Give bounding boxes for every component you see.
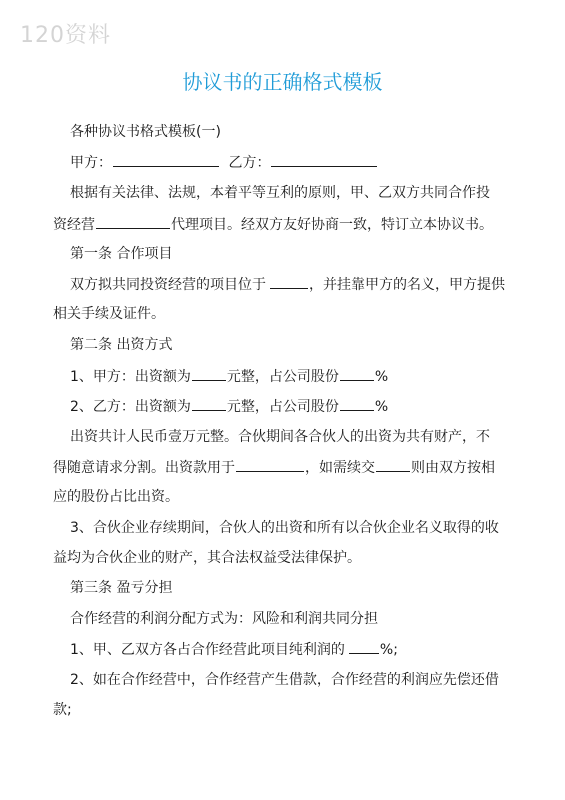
- party-a-label: 甲方：: [70, 155, 112, 171]
- text-fragment: %: [374, 369, 389, 385]
- paragraph-line: 根据有关法律、法规，本着平等互利的原则，甲、乙双方共同合作投: [70, 185, 490, 201]
- paragraph-line: [70, 274, 505, 295]
- article-heading: 第三条 盈亏分担: [70, 580, 173, 596]
- share-blank: [340, 366, 374, 381]
- paragraph-line: 相关手续及证件。: [53, 306, 165, 322]
- party-b-label: 乙方：: [228, 155, 271, 171]
- text-fragment: 2、乙方：出资额为: [70, 399, 191, 415]
- party-a-blank: [113, 152, 219, 167]
- renewal-blank: [376, 457, 410, 472]
- paragraph-line: 益均为合伙企业的财产，其合法权益受法律保护。: [53, 550, 361, 566]
- party-b-blank: [271, 152, 377, 167]
- watermark: 120资料: [20, 23, 111, 48]
- paragraph-line: 应的股份占比出资。: [53, 489, 179, 505]
- text-fragment: 元整，占公司股份: [226, 369, 339, 385]
- text-fragment: 资经营: [53, 217, 95, 233]
- text-fragment: %: [374, 399, 389, 415]
- paragraph-line: [53, 457, 495, 478]
- text-fragment: 双方拟共同投资经营的项目位于: [70, 277, 266, 293]
- paragraph-line: [70, 639, 398, 660]
- usage-blank: [236, 457, 304, 472]
- text-fragment: 1、甲方：出资额为: [70, 369, 191, 385]
- profit-share-blank: [349, 639, 379, 654]
- amount-blank: [192, 366, 226, 381]
- investment-line-a: [70, 366, 388, 387]
- paragraph-line: 2、如在合作经营中，合作经营产生借款，合作经营的利润应先偿还借: [70, 672, 499, 688]
- amount-blank: [192, 396, 226, 411]
- text-fragment: ，并挂靠甲方的名义，甲方提供: [309, 277, 505, 293]
- parties-line: [70, 152, 378, 173]
- text-fragment: 元整，占公司股份: [226, 399, 339, 415]
- article-heading: 第一条 合作项目: [70, 246, 173, 262]
- investment-line-b: [70, 396, 388, 417]
- paragraph-line: 出资共计人民币壹万元整。合伙期间各合伙人的出资为共有财产，不: [70, 429, 490, 445]
- text-fragment: ，如需续交: [305, 460, 375, 476]
- text-fragment: 得随意请求分割。出资款用于: [53, 460, 235, 476]
- paragraph-line: 3、合伙企业存续期间，合伙人的出资和所有以合伙企业名义取得的收: [70, 520, 499, 536]
- text-fragment: 代理项目。经双方友好协商一致，特订立本协议书。: [171, 217, 493, 233]
- paragraph-line: 款;: [53, 702, 72, 718]
- text-fragment: %;: [379, 642, 398, 658]
- paragraph-line: 合作经营的利润分配方式为：风险和利润共同分担: [70, 611, 378, 627]
- project-blank: [96, 214, 170, 229]
- location-blank: [270, 274, 308, 289]
- section-heading: 各种协议书格式模板(一): [70, 124, 221, 140]
- text-fragment: 则由双方按相: [411, 460, 495, 476]
- article-heading: 第二条 出资方式: [70, 337, 173, 353]
- document-title: 协议书的正确格式模板: [182, 70, 383, 94]
- paragraph-line: [53, 214, 493, 235]
- share-blank: [340, 396, 374, 411]
- text-fragment: 1、甲、乙双方各占合作经营此项目纯利润的: [70, 642, 345, 658]
